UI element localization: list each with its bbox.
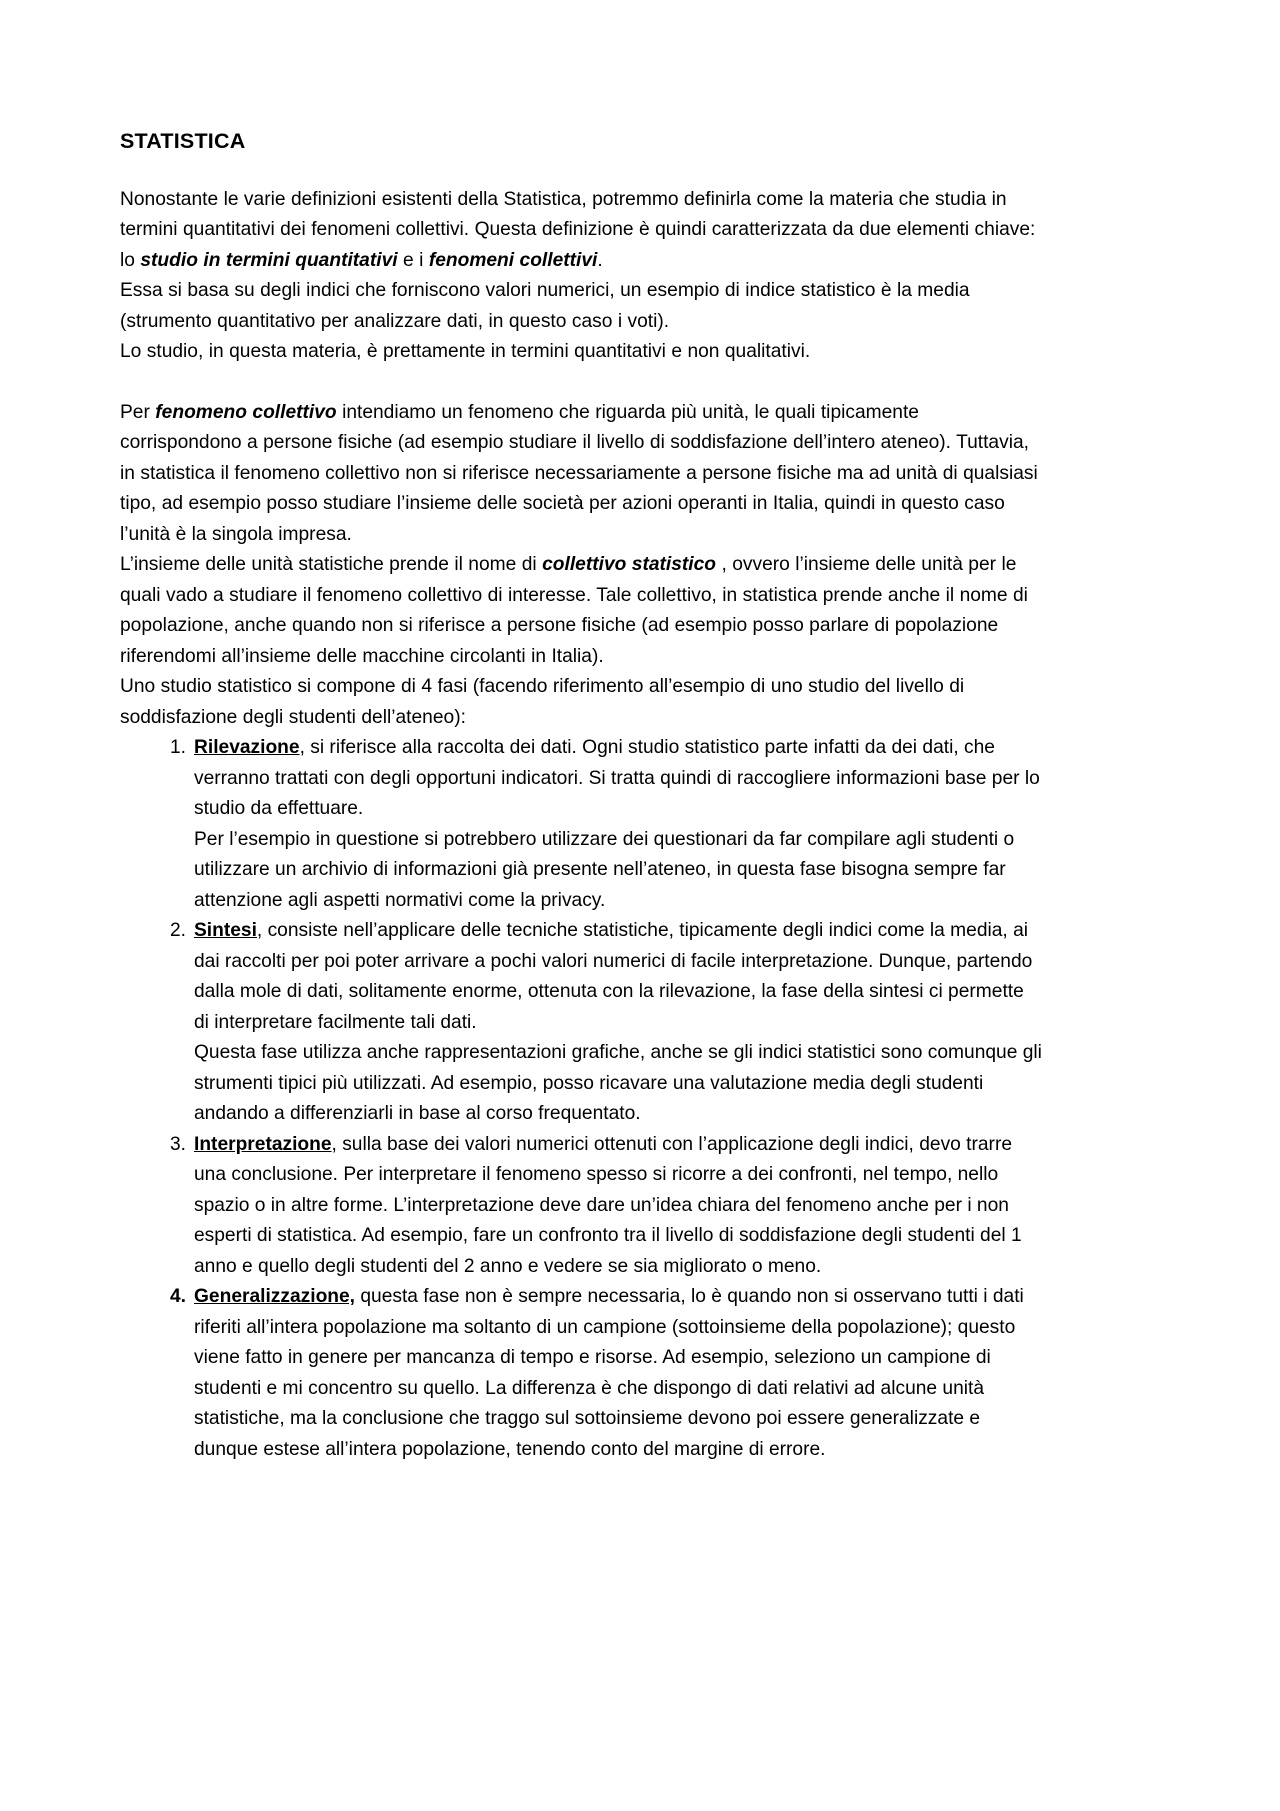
list-item-number: 3.: [169, 1133, 186, 1155]
list-item: [120, 1130, 1042, 1283]
emphasis-studio-quantitativi: studio in termini quantitativi: [140, 249, 398, 271]
list-item-body: , si riferisce alla raccolta dei dati. Ogni studio statistico parte infatti da dei dati, che verranno trattati con degli opportuni indicatori. Si tratta quindi di raccogliere informazioni base per lo studio da effettuare.: [194, 737, 1040, 820]
paragraph-text: Nonostante le varie definizioni esistenti della Statistica, potremmo definirla come la materia che studia in termini quantitativi dei fenomeni collettivi. Questa definizione è quindi caratterizzata da due elementi chiave: lo: [120, 188, 1036, 271]
list-item-number: 1.: [169, 737, 186, 759]
list-item-term: Sintesi: [194, 920, 257, 942]
list-item: [120, 1282, 1042, 1465]
paragraph-studio-quantitativo: Lo studio, in questa materia, è prettamente in termini quantitativi e non qualitativi.: [120, 341, 811, 363]
page-title: STATISTICA: [120, 129, 246, 153]
list-item-term: Generalizzazione,: [194, 1286, 356, 1308]
list-item-extra: Questa fase utilizza anche rappresentazioni grafiche, anche se gli indici statistici sono comunque gli strumenti tipici più utilizzati. Ad esempio, posso ricavare una valutazione media degli studenti andando a differenziarli in base al corso frequentato.: [194, 1042, 1042, 1125]
period-text: .: [597, 249, 603, 271]
conjunction-text: e i: [397, 249, 429, 271]
emphasis-collettivo-statistico: collettivo statistico: [542, 554, 717, 576]
paragraph-prefix: Per: [120, 401, 156, 423]
paragraph-collettivo-statistico: [120, 550, 1042, 672]
paragraph-body: , ovvero l’insieme delle unità per le quali vado a studiare il fenomeno collettivo di interesse. Tale collettivo, in statistica prende anche il nome di popolazione, anche quando non si riferisce a persone fisiche (ad esempio posso parlare di popolazione riferendomi all’insieme delle macchine circolanti in Italia).: [120, 554, 1028, 667]
emphasis-fenomeno-collettivo: fenomeno collettivo: [155, 401, 337, 423]
paragraph-body: intendiamo un fenomeno che riguarda più unità, le quali tipicamente corrispondono a persone fisiche (ad esempio studiare il livello di soddisfazione dell’intero ateneo). Tuttavia, in statistica il fenomeno collettivo non si riferisce necessariamente a persone fisiche ma ad unità di qualsiasi tipo, ad esempio posso studiare l’insieme delle società per azioni operanti in Italia, quindi in questo caso l’unità è la singola impresa.: [120, 401, 1038, 545]
paragraph-prefix: L’insieme delle unità statistiche prende il nome di: [120, 554, 543, 576]
list-item-body: questa fase non è sempre necessaria, lo è quando non si osservano tutti i dati riferiti all’intera popolazione ma soltanto di un campione (sottoinsieme della popolazione); questo viene fatto in genere per mancanza di tempo e risorse. Ad esempio, seleziono un campione di studenti e mi concentro su quello. La differenza è che dispongo di dati relativi ad alcune unità statistiche, ma la conclusione che traggo sul sottoinsieme devono poi essere generalizzate e dunque estese all’intera popolazione, tenendo conto del margine di errore.: [194, 1286, 1024, 1460]
list-item: [120, 916, 1042, 1130]
paragraph-indici: Essa si basa su degli indici che forniscono valori numerici, un esempio di indice statistico è la media (strumento quantitativo per analizzare dati, in questo caso i voti).: [120, 280, 970, 332]
list-item-number: 2.: [169, 920, 186, 942]
list-item-term: Rilevazione: [194, 737, 300, 759]
list-item-body: , consiste nell’applicare delle tecniche statistiche, tipicamente degli indici come la media, ai dai raccolti per poi poter arrivare a pochi valori numerici di facile interpretazione. Dunque, partendo dalla mole di dati, solitamente enorme, ottenuta con la rilevazione, la fase della sintesi ci permette di interpretare facilmente tali dati.: [194, 920, 1033, 1033]
paragraph-fenomeno-collettivo: [120, 398, 1042, 551]
list-item-term: Interpretazione: [194, 1133, 332, 1155]
list-item: [120, 733, 1042, 916]
list-item-number: 4.: [169, 1286, 186, 1308]
steps-list: [120, 733, 1042, 1465]
emphasis-fenomeni-collettivi: fenomeni collettivi: [428, 249, 598, 271]
list-item-body: , sulla base dei valori numerici ottenuti con l’applicazione degli indici, devo trarre una conclusione. Per interpretare il fenomeno spesso si ricorre a dei confronti, nel tempo, nello spazio o in altre forme. L’interpretazione deve dare un’idea chiara del fenomeno anche per i non esperti di statistica. Ad esempio, fare un confronto tra il livello di soddisfazione degli studenti del 1 anno e quello degli studenti del 2 anno e vedere se sia migliorato o meno.: [194, 1133, 1022, 1277]
paragraph-spacer: [120, 368, 1042, 398]
paragraph-definition: [120, 185, 1042, 277]
paragraph-quattro-fasi: Uno studio statistico si compone di 4 fasi (facendo riferimento all’esempio di uno studio del livello di soddisfazione degli studenti dell’ateneo):: [120, 676, 965, 728]
list-item-extra: Per l’esempio in questione si potrebbero utilizzare dei questionari da far compilare agli studenti o utilizzare un archivio di informazioni già presente nell’ateneo, in questa fase bisogna sempre far attenzione agli aspetti normativi come la privacy.: [194, 828, 1015, 911]
